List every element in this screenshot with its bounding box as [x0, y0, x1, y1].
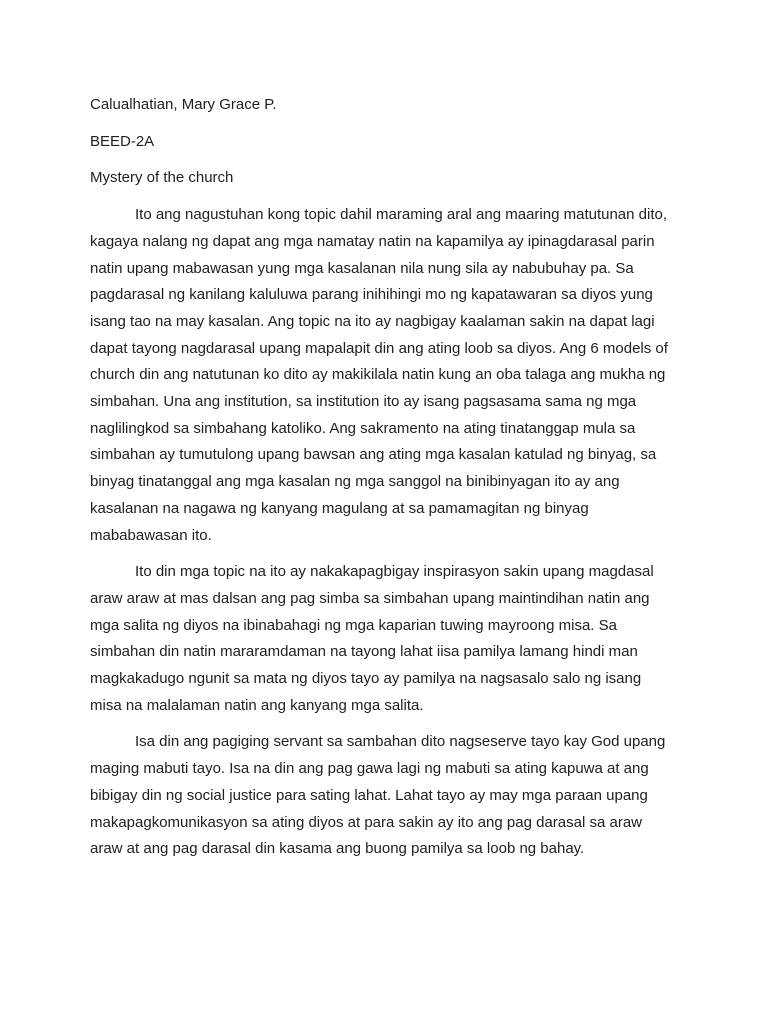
paragraph-line-text: Isa din ang pagiging servant sa sambahan dito nagseserve tayo kay God upang: [135, 733, 666, 751]
paragraph-line: pagdarasal ng kanilang kaluluwa parang inihihingi mo ng kapatawaran sa diyos yung: [90, 286, 653, 304]
document-body: [90, 92, 680, 873]
paragraph-line: naglilingkod sa simbahang katoliko. Ang sakramento na ating tinatanggap mula sa: [90, 419, 636, 437]
paragraph-line: dapat tayong nagdarasal upang mapalapit din ang ating loob sa diyos. Ang 6 models of: [90, 339, 668, 357]
paragraph: [90, 202, 680, 549]
paragraph-line: binyag tinatanggal ang mga kasalan ng mga sanggol na binibinyagan ito ay ang: [90, 473, 620, 491]
essay-paragraphs: [90, 202, 680, 863]
paragraph: [90, 559, 680, 719]
paragraph-line: kasalanan na nagawa ng kanyang magulang at sa pamamagitan ng binyag: [90, 499, 589, 517]
paragraph-line: isang tao na may kasalan. Ang topic na ito ay nagbigay kaalaman sakin na dapat lagi: [90, 312, 655, 330]
paragraph: [90, 729, 680, 863]
paragraph-line: church din ang natutunan ko dito ay makikilala natin kung an oba talaga ang mukha ng: [90, 366, 666, 384]
author-name: Calualhatian, Mary Grace P.: [90, 96, 277, 113]
paragraph-line: araw araw at mas dalsan ang pag simba sa simbahan upang maintindihan natin ang: [90, 589, 650, 607]
paragraph-line: [90, 729, 680, 756]
section-label: BEED-2A: [90, 132, 155, 150]
paragraph-line: simbahan ay tumutulong upang bawsan ang ating mga kasalan katulad ng binyag, sa: [90, 446, 657, 464]
paragraph-line: [90, 559, 680, 586]
paragraph-line: misa na malalaman natin ang kanyang mga salita.: [90, 696, 424, 714]
paragraph-line: kagaya nalang ng dapat ang mga namatay natin na kapamilya ay ipinagdarasal parin: [90, 232, 655, 250]
paragraph-line: makapagkomunikasyon sa ating diyos at para sakin ay ito ang pag darasal sa araw: [90, 813, 642, 831]
paragraph-line: simbahan. Una ang institution, sa institution ito ay isang pagsasama sama ng mga: [90, 393, 637, 411]
paragraph-line: simbahan din natin mararamdaman na tayong lahat iisa pamilya lamang hindi man: [90, 643, 638, 661]
paragraph-line-text: Ito ang nagustuhan kong topic dahil maraming aral ang maaring matutunan dito,: [135, 206, 668, 224]
paragraph-line: mababawasan ito.: [90, 526, 212, 544]
paragraph-line: natin upang mabawasan yung mga kasalanan nila nung sila ay nabubuhay pa. Sa: [90, 259, 634, 277]
paragraph-line: maging mabuti tayo. Isa na din ang pag gawa lagi ng mabuti sa ating kapuwa at ang: [90, 760, 649, 778]
essay-title: Mystery of the church: [90, 169, 234, 187]
paragraph-line-text: Ito din mga topic na ito ay nakakapagbigay inspirasyon sakin upang magdasal: [135, 563, 654, 581]
paragraph-line: [90, 202, 680, 229]
paragraph-line: magkakadugo ngunit sa mata ng diyos tayo ay pamilya na nagsasalo salo ng isang: [90, 670, 642, 688]
paragraph-line: bibigay din ng social justice para sating lahat. Lahat tayo ay may mga paraan upang: [90, 786, 648, 804]
paragraph-line: mga salita ng diyos na ibinabahagi ng mga kaparian tuwing mayroong misa. Sa: [90, 616, 617, 634]
paragraph-line: araw at ang pag darasal din kasama ang buong pamilya sa loob ng bahay.: [90, 840, 585, 858]
